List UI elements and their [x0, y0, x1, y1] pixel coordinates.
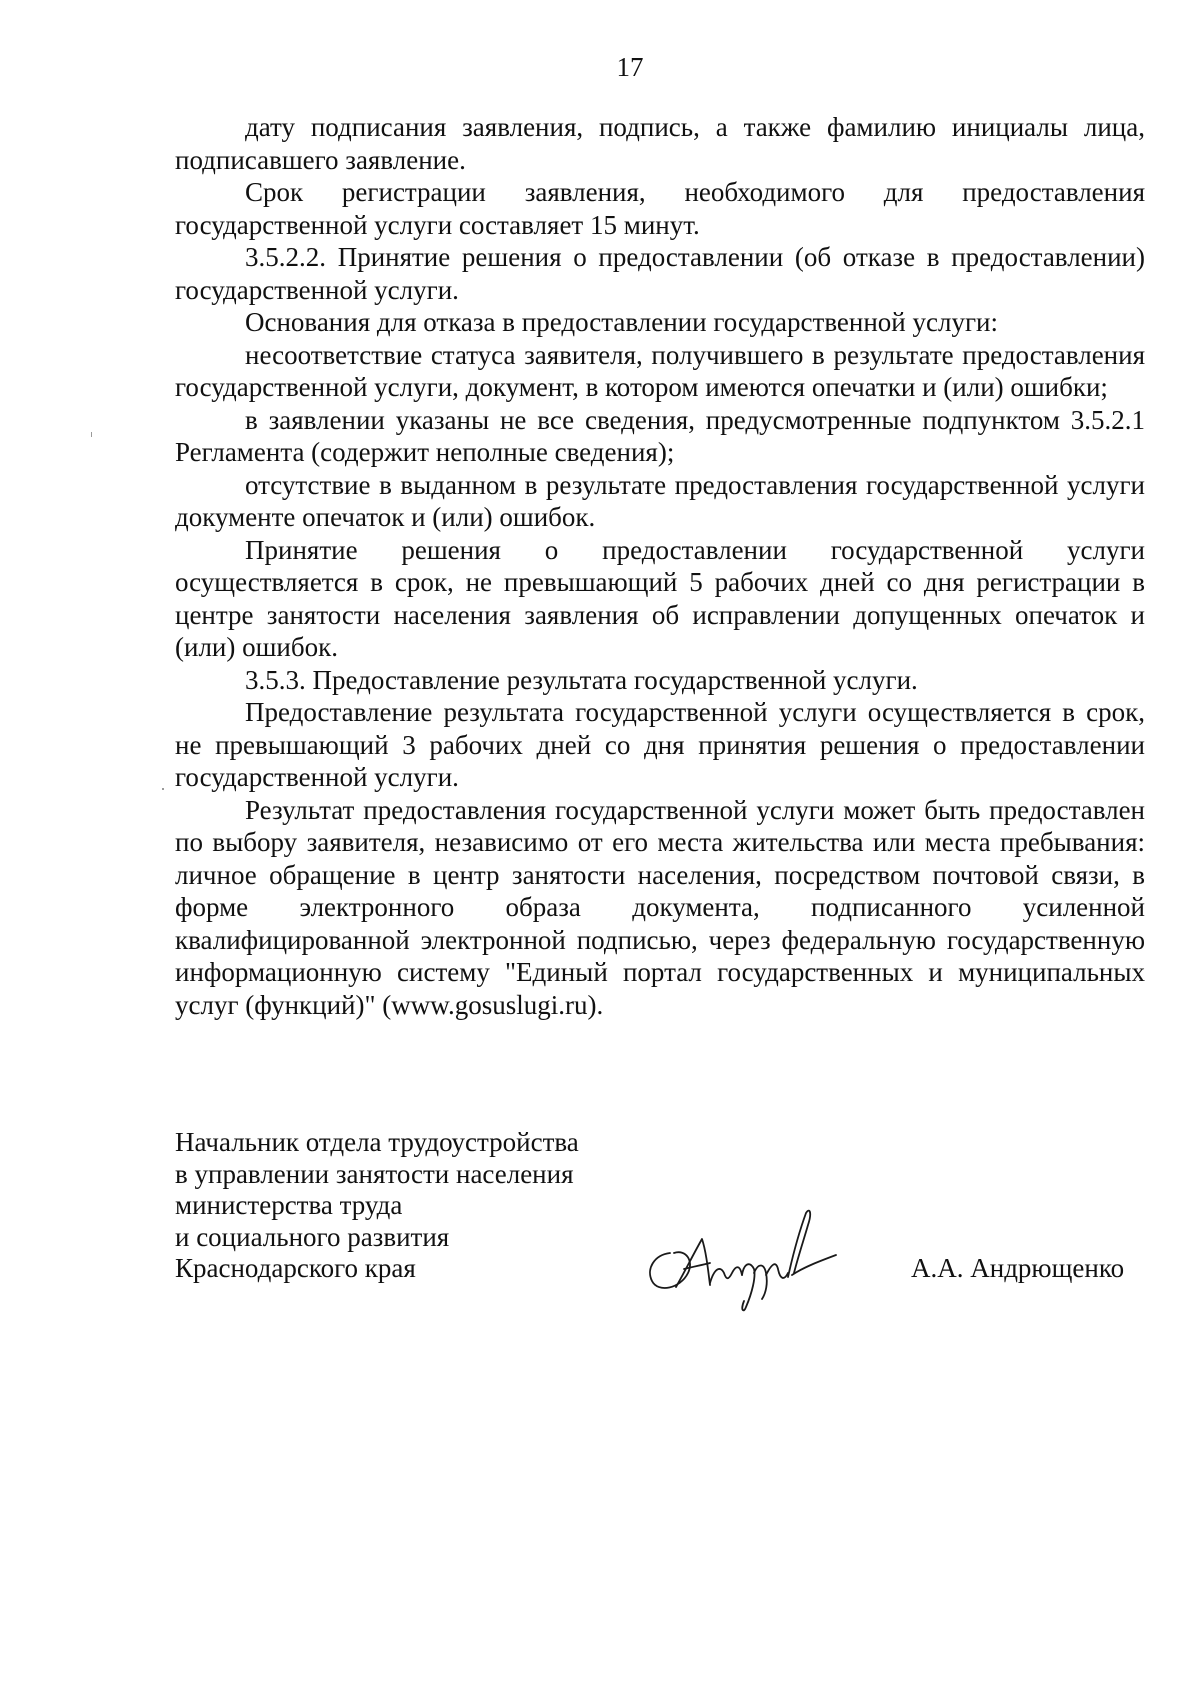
position-line: Начальник отдела трудоустройства [175, 1127, 579, 1157]
paragraph-signature-date: дату подписания заявления, подпись, а также фамилию инициалы лица, подписавшего заявление. [175, 112, 1145, 175]
paragraph-decision-term: Принятие решения о предоставлении государственной услуги осуществляется в срок, не превышающий 5 рабочих дней со дня регистрации в центре занятости населения заявления об исправлении допущенных опечаток и (или) ошибок. [175, 534, 1145, 662]
paragraph-refusal-ground-1: несоответствие статуса заявителя, получившего в результате предоставления государственной услуги, документ, в котором имеются опечатки и (или) ошибки; [175, 339, 1145, 402]
document-body [175, 111, 1145, 1021]
paragraph-decision-heading: 3.5.2.2. Принятие решения о предоставлении (об отказе в предоставлении) государственной услуги. [175, 242, 1145, 305]
signer-name: А.А. Андрющенко [911, 1253, 1125, 1283]
position-line: и социального развития [175, 1221, 450, 1252]
paragraph-refusal-ground-3: отсутствие в выданном в результате предоставления государственной услуги документе опечаток и (или) ошибок. [175, 469, 1145, 532]
paragraph-result-term: Предоставление результата государственной услуги осуществляется в срок, не превышающий 3 рабочих дней со дня принятия решения о предоставлении государственной услуги. [175, 697, 1145, 792]
paragraph-refusal-ground-2: в заявлении указаны не все сведения, предусмотренные подпунктом 3.5.2.1 Регламента (содержит неполные сведения); [175, 404, 1145, 467]
signatory-position [175, 1127, 579, 1285]
handwritten-signature [640, 1203, 850, 1318]
scan-mark [162, 788, 164, 790]
position-line: министерства труда [175, 1190, 403, 1220]
scan-mark [91, 432, 92, 437]
position-line: в управлении занятости населения [175, 1158, 574, 1189]
paragraph-refusal-grounds: Основания для отказа в предоставлении государственной услуги: [245, 307, 998, 337]
paragraph-registration-term: Срок регистрации заявления, необходимого для предоставления государственной услуги составляет 15 минут. [175, 177, 1145, 240]
position-line: Краснодарского края [175, 1253, 416, 1283]
paragraph-result-heading: 3.5.3. Предоставление результата государственной услуги. [245, 664, 918, 695]
paragraph-result-delivery: Результат предоставления государственной услуги может быть предоставлен по выбору заявителя, независимо от его места жительства или места пребывания: личное обращение в центр занятости населения, посредством почтовой связи, в форме электронного образа документа, подписанного усиленной квалифицированной электронной подписью, через федеральную государственную информационную систему "Единый портал государственных и муниципальных услуг (функций)" (www.gosuslugi.ru). [175, 794, 1145, 1020]
page-number: 17 [616, 52, 644, 82]
